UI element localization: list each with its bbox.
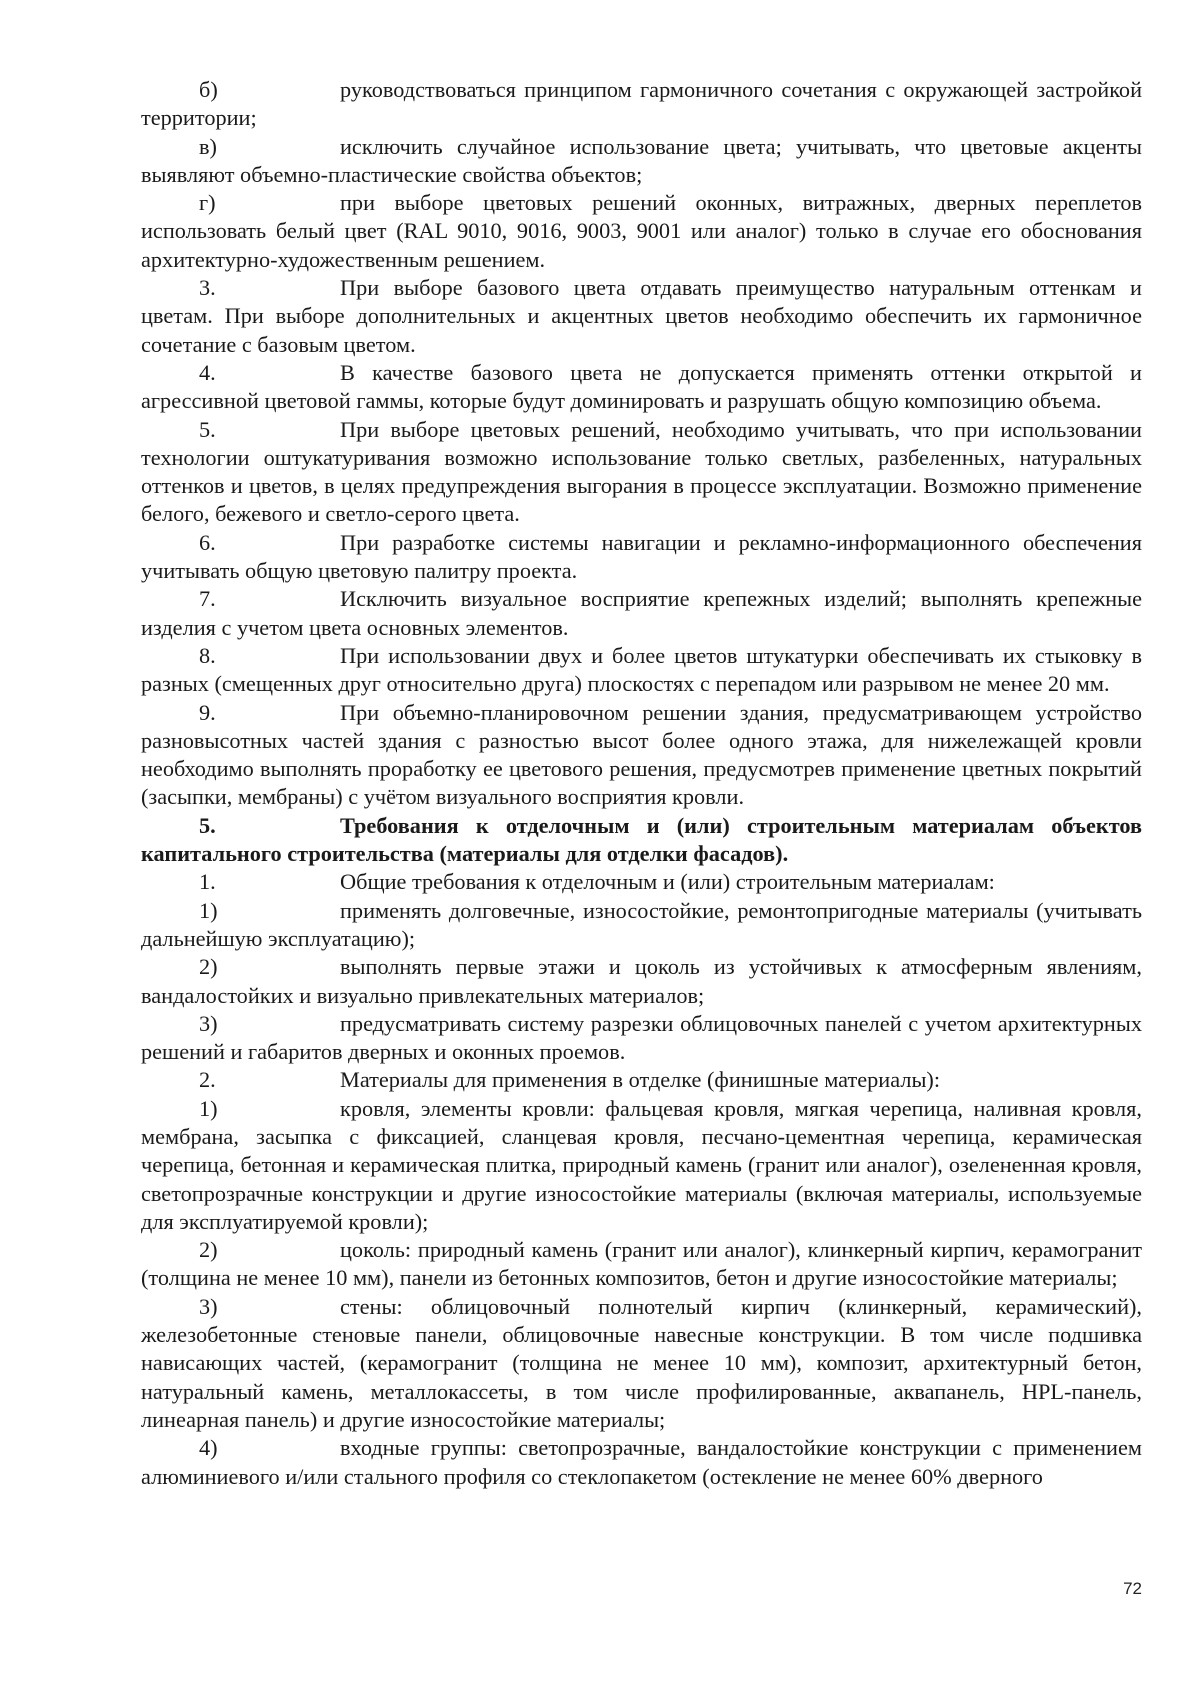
- paragraph: [141, 1010, 1142, 1067]
- paragraph-text: руководствоваться принципом гармоничного сочетания с окружающей застройкой территории;: [141, 77, 1142, 131]
- paragraph-text: Общие требования к отделочным и (или) строительным материалам:: [340, 869, 995, 895]
- paragraph-text: При разработке системы навигации и рекламно-информационного обеспечения учитывать общую цветовую палитру проекта.: [141, 529, 1142, 584]
- paragraph-number: 7.: [199, 586, 216, 612]
- paragraph-number: 2.: [199, 1067, 216, 1093]
- paragraph-number: 3.: [199, 275, 216, 301]
- paragraph-text: Требования к отделочным и (или) строительным материалам объектов капитального строительства (материалы для отделки фасадов).: [141, 812, 1142, 867]
- paragraph-number: 5.: [199, 812, 216, 838]
- paragraph-number: 8.: [199, 642, 216, 668]
- paragraph-text: стены: облицовочный полнотелый кирпич (клинкерный, керамический), железобетонные стеновые панели, облицовочные навесные конструкции. В том числе подшивка нависающих частей, (керамогранит (толщина не менее 10 мм), композит, архитектурный бетон, натуральный камень, металлокассеты, в том числе профилированные, аквапанель, HPL-панель, линеарная панель) и другие износостойкие материалы;: [141, 1293, 1142, 1432]
- paragraph: [141, 897, 1142, 954]
- page-number: 72: [1123, 1579, 1142, 1598]
- paragraph-text: входные группы: светопрозрачные, вандалостойкие конструкции с применением алюминиевого и/или стального профиля со стеклопакетом (остекление не менее 60% дверного: [141, 1435, 1142, 1489]
- paragraph-text: применять долговечные, износостойкие, ремонтопригодные материалы (учитывать дальнейшую эксплуатацию);: [141, 897, 1142, 951]
- paragraph-number: 2): [199, 1237, 218, 1263]
- paragraph-number: 1): [199, 1095, 218, 1121]
- paragraph: [141, 868, 1142, 896]
- paragraph-number: в): [199, 133, 217, 159]
- paragraph-number: 5.: [199, 416, 216, 442]
- paragraph: [141, 699, 1142, 812]
- paragraph-text: При выборе цветовых решений, необходимо учитывать, что при использовании технологии оштукатуривания возможно использование только светлых, разбеленных, натуральных оттенков и цветов, в целях предупреждения выгорания в процессе эксплуатации. Возможно применение белого, бежевого и светло-серого цвета.: [141, 416, 1142, 527]
- paragraph-text: выполнять первые этажи и цоколь из устойчивых к атмосферным явлениям, вандалостойких и визуально привлекательных материалов;: [141, 954, 1142, 1008]
- paragraph: [141, 416, 1142, 529]
- paragraph-number: 4.: [199, 359, 216, 385]
- paragraph-text: При использовании двух и более цветов штукатурки обеспечивать их стыковку в разных (смещенных друг относительно друга) плоскостях с перепадом или разрывом не менее 20 мм.: [141, 642, 1142, 697]
- paragraph-number: 6.: [199, 529, 216, 555]
- paragraph: [141, 76, 1142, 133]
- document-body: [141, 76, 1142, 1491]
- paragraph: [141, 359, 1142, 416]
- paragraph-number: 3): [199, 1293, 218, 1319]
- paragraph-text: кровля, элементы кровли: фальцевая кровля, мягкая черепица, наливная кровля, мембрана, засыпка с фиксацией, сланцевая кровля, песчано-цементная черепица, керамическая черепица, бетонная и керамическая плитка, природный камень (гранит или аналог), озелененная кровля, светопрозрачные конструкции и другие износостойкие материалы (включая материалы, используемые для эксплуатируемой кровли);: [141, 1095, 1142, 1234]
- paragraph: [141, 642, 1142, 699]
- paragraph: [141, 1236, 1142, 1293]
- paragraph-number: 1.: [199, 869, 216, 895]
- paragraph: [141, 529, 1142, 586]
- paragraph-number: 1): [199, 897, 218, 923]
- paragraph: [141, 1434, 1142, 1491]
- paragraph-number: 9.: [199, 699, 216, 725]
- paragraph: [141, 1066, 1142, 1094]
- paragraph: [141, 274, 1142, 359]
- paragraph: [141, 812, 1142, 869]
- paragraph: [141, 953, 1142, 1010]
- paragraph-text: При выборе базового цвета отдавать преимущество натуральным оттенкам и цветам. При выборе дополнительных и акцентных цветов необходимо обеспечить их гармоничное сочетание с базовым цветом.: [141, 275, 1142, 357]
- paragraph-number: 3): [199, 1010, 218, 1036]
- paragraph-number: 2): [199, 954, 218, 980]
- paragraph: [141, 585, 1142, 642]
- paragraph-text: Материалы для применения в отделке (финишные материалы):: [340, 1067, 941, 1093]
- paragraph-number: б): [199, 77, 218, 102]
- paragraph-text: цоколь: природный камень (гранит или аналог), клинкерный кирпич, керамогранит (толщина не менее 10 мм), панели из бетонных композитов, бетон и другие износостойкие материалы;: [141, 1237, 1142, 1291]
- paragraph-text: исключить случайное использование цвета; учитывать, что цветовые акценты выявляют объемно-пластические свойства объектов;: [141, 133, 1142, 187]
- paragraph: [141, 1095, 1142, 1236]
- paragraph: [141, 1293, 1142, 1434]
- paragraph-text: при выборе цветовых решений оконных, витражных, дверных переплетов использовать белый цвет (RAL 9010, 9016, 9003, 9001 или аналог) только в случае его обоснования архитектурно-художественным решением.: [141, 190, 1142, 272]
- paragraph-text: При объемно-планировочном решении здания, предусматривающем устройство разновысотных частей здания с разностью высот более одного этажа, для нижележащей кровли необходимо выполнять проработку ее цветового решения, предусмотрев применение цветных покрытий (засыпки, мембраны) с учётом визуального восприятия кровли.: [141, 699, 1142, 810]
- paragraph: [141, 189, 1142, 274]
- paragraph-number: г): [199, 190, 216, 216]
- paragraph-text: предусматривать систему разрезки облицовочных панелей с учетом архитектурных решений и габаритов дверных и оконных проемов.: [141, 1010, 1142, 1065]
- paragraph-text: В качестве базового цвета не допускается применять оттенки открытой и агрессивной цветовой гаммы, которые будут доминировать и разрушать общую композицию объема.: [141, 359, 1142, 414]
- paragraph: [141, 133, 1142, 190]
- paragraph-number: 4): [199, 1435, 218, 1461]
- paragraph-text: Исключить визуальное восприятие крепежных изделий; выполнять крепежные изделия с учетом цвета основных элементов.: [141, 586, 1142, 640]
